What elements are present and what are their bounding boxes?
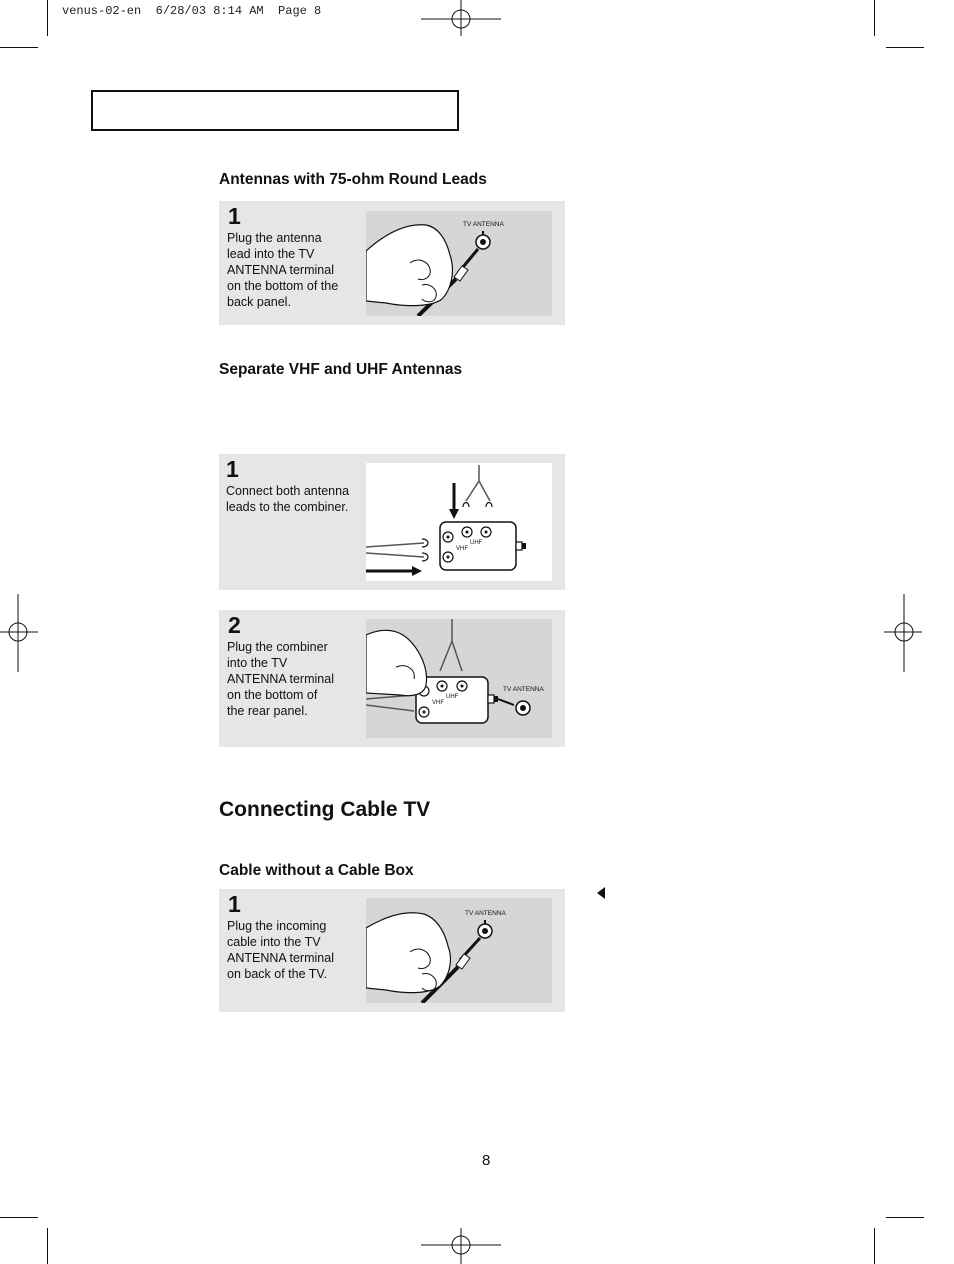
antenna-combiner-icon bbox=[366, 463, 552, 581]
step-panel-vhf-uhf-1 bbox=[219, 454, 565, 590]
step-instruction: Plug the antenna lead into the TV ANTENNA terminal on the bottom of the back panel. bbox=[227, 231, 339, 309]
vhf-label: VHF bbox=[456, 546, 468, 552]
subheading-cable-no-box: Cable without a Cable Box bbox=[219, 862, 414, 879]
step-number: 1 bbox=[228, 891, 241, 917]
uhf-label: UHF bbox=[470, 540, 483, 546]
step-number: 1 bbox=[228, 203, 241, 229]
tv-antenna-label: TV ANTENNA bbox=[503, 686, 544, 693]
step-number: 2 bbox=[228, 612, 241, 638]
step-panel-75-ohm bbox=[219, 201, 565, 325]
print-slug: venus-02-en 6/28/03 8:14 AM Page 8 bbox=[62, 4, 322, 18]
left-triangle-marker-icon bbox=[597, 887, 605, 899]
vhf-label: VHF bbox=[432, 700, 444, 706]
uhf-label: UHF bbox=[446, 694, 459, 700]
subheading-75-ohm: Antennas with 75-ohm Round Leads bbox=[219, 171, 487, 188]
step-instruction: Plug the incoming cable into the TV ANTENNA terminal on back of the TV. bbox=[227, 919, 334, 981]
step-panel-vhf-uhf-2 bbox=[219, 610, 565, 747]
registration-mark-icon bbox=[421, 1226, 501, 1264]
registration-mark-icon bbox=[421, 0, 501, 40]
hand-plug-icon bbox=[366, 211, 552, 316]
step-instruction: Connect both antenna leads to the combiner. bbox=[226, 484, 350, 514]
registration-mark-icon bbox=[0, 594, 40, 674]
step-number: 1 bbox=[226, 456, 239, 482]
page-number: 8 bbox=[482, 1152, 491, 1169]
step-panel-cable bbox=[219, 889, 565, 1012]
header-box bbox=[91, 90, 459, 131]
registration-mark-icon bbox=[884, 594, 924, 674]
subheading-vhf-uhf: Separate VHF and UHF Antennas bbox=[219, 361, 463, 378]
illus-label: TV ANTENNA bbox=[463, 221, 504, 228]
step-instruction: Plug the combiner into the TV ANTENNA terminal on the bottom of the rear panel. bbox=[227, 640, 334, 718]
illus-label: TV ANTENNA bbox=[465, 910, 506, 917]
antenna-combiner-icon bbox=[366, 619, 552, 738]
hand-plug-icon bbox=[366, 898, 552, 1003]
section-title-cable-tv: Connecting Cable TV bbox=[219, 798, 431, 821]
